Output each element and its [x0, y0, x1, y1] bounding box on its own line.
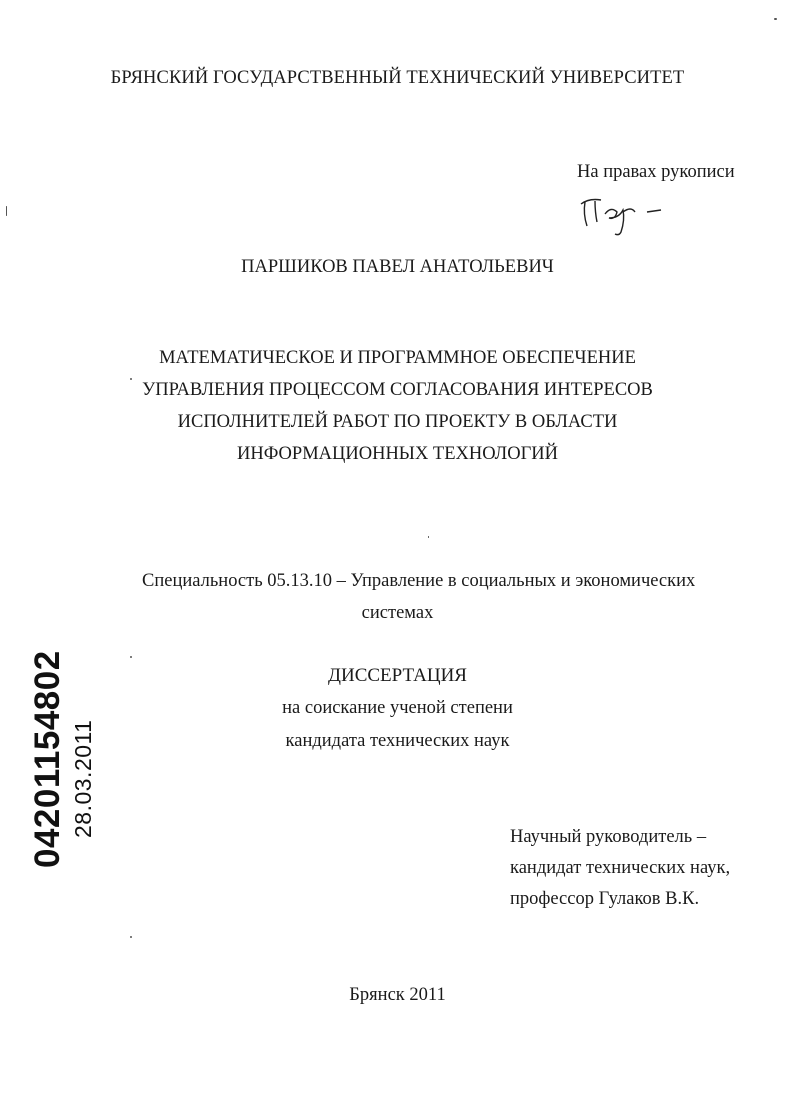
- manuscript-rights-note: На правах рукописи: [577, 162, 735, 182]
- scan-speck: [130, 936, 132, 938]
- scan-speck: [130, 656, 132, 658]
- author-name: ПАРШИКОВ ПАВЕЛ АНАТОЛЬЕВИЧ: [241, 257, 554, 277]
- scan-speck: [774, 18, 777, 20]
- thesis-title-line: УПРАВЛЕНИЯ ПРОЦЕССОМ СОГЛАСОВАНИЯ ИНТЕРЕСОВ: [142, 380, 653, 400]
- degree-line: на соискание ученой степени: [282, 698, 513, 718]
- university-name: БРЯНСКИЙ ГОСУДАРСТВЕННЫЙ ТЕХНИЧЕСКИЙ УНИВЕРСИТЕТ: [110, 68, 685, 88]
- advisor-line: профессор Гулаков В.К.: [510, 889, 700, 909]
- city-year: Брянск 2011: [349, 985, 446, 1005]
- specialty-line: системах: [361, 603, 434, 623]
- handwritten-signature: [575, 192, 670, 242]
- thesis-title-line: ИНФОРМАЦИОННЫХ ТЕХНОЛОГИЙ: [236, 444, 559, 464]
- thesis-title-line: МАТЕМАТИЧЕСКОЕ И ПРОГРАММНОЕ ОБЕСПЕЧЕНИЕ: [159, 348, 636, 368]
- thesis-title-line: ИСПОЛНИТЕЛЕЙ РАБОТ ПО ПРОЕКТУ В ОБЛАСТИ: [177, 412, 618, 432]
- specialty-line: Специальность 05.13.10 – Управление в социальных и экономических: [142, 571, 696, 591]
- library-stamp-date: 28.03.2011: [70, 719, 96, 838]
- document-type: ДИССЕРТАЦИЯ: [328, 665, 467, 686]
- advisor-line: кандидат технических наук,: [510, 858, 731, 878]
- scan-speck: [428, 536, 429, 538]
- scan-speck: [130, 378, 132, 380]
- scan-speck: [6, 206, 7, 216]
- degree-line: кандидата технических наук: [285, 731, 510, 751]
- advisor-line: Научный руководитель –: [510, 827, 707, 847]
- library-stamp-number: 04201154802: [28, 650, 67, 868]
